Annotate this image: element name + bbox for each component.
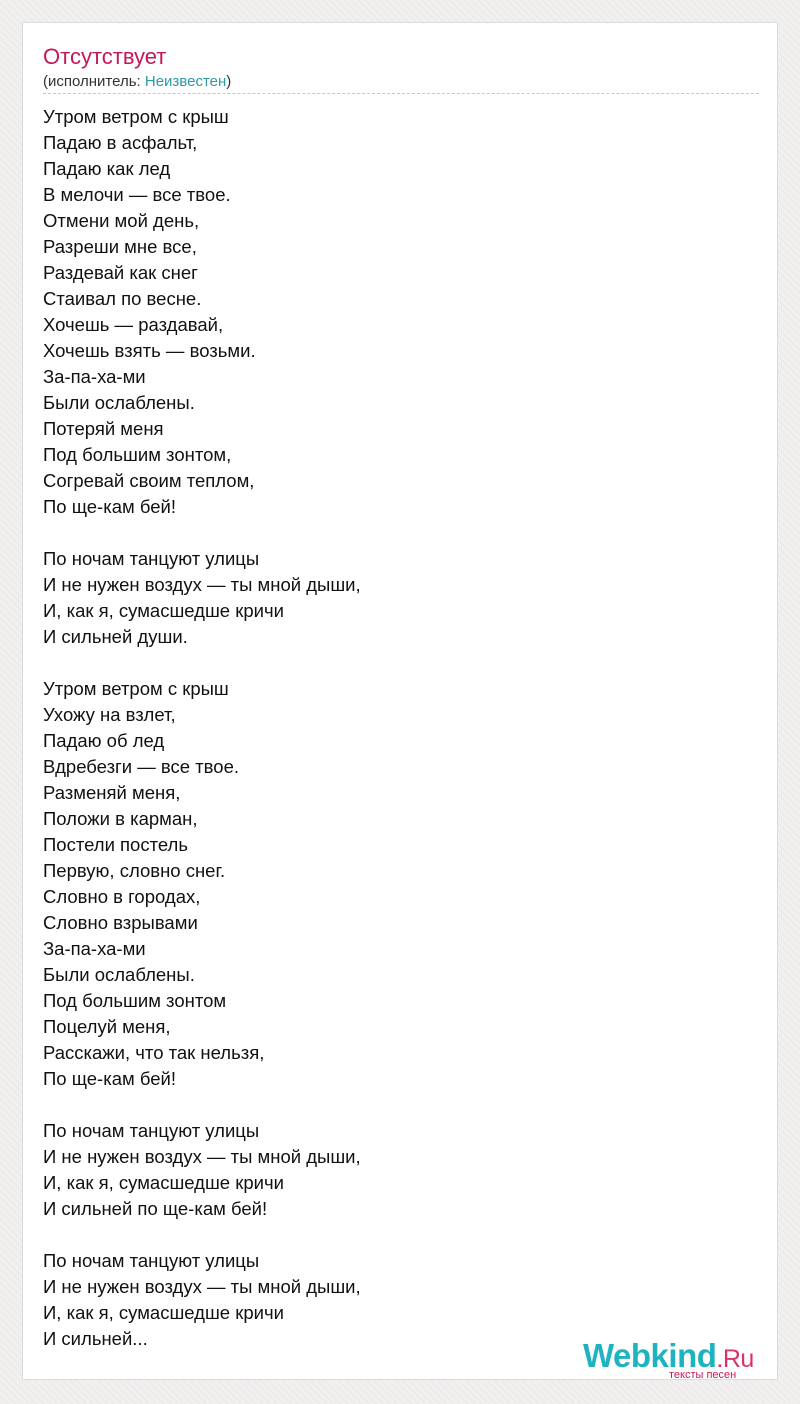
lyrics-line: Под большим зонтом, — [43, 444, 232, 465]
lyrics-line: И сильней души. — [43, 626, 188, 647]
lyrics-verse — [43, 104, 743, 520]
lyrics-line: Под большим зонтом — [43, 990, 227, 1011]
lyrics-line: И, как я, сумасшедше кричи — [43, 1172, 284, 1193]
artist-prefix: (исполнитель: — [43, 73, 145, 90]
lyrics-line: По ще-кам бей! — [43, 496, 176, 517]
lyrics-verse — [43, 546, 743, 650]
lyrics-line: Падаю как лед — [43, 158, 171, 179]
lyrics-line: Разреши мне все, — [43, 236, 197, 257]
lyrics-line: И не нужен воздух — ты мной дыши, — [43, 574, 361, 595]
lyrics-line: Словно в городах, — [43, 886, 201, 907]
lyrics-line: Раздевай как снег — [43, 262, 198, 283]
lyrics-line: За-па-ха-ми — [43, 366, 146, 387]
artist-suffix: ) — [226, 73, 232, 90]
lyrics-line: Вдребезги — все твое. — [43, 756, 240, 777]
lyrics-line: Падаю в асфальт, — [43, 132, 198, 153]
lyrics-line: По ночам танцуют улицы — [43, 1250, 260, 1271]
logo-tagline: тексты песен — [669, 1369, 737, 1381]
lyrics-line: Были ослаблены. — [43, 392, 195, 413]
lyrics-card — [22, 22, 778, 1380]
lyrics-line: Утром ветром с крыш — [43, 106, 229, 127]
lyrics-line: Разменяй меня, — [43, 782, 181, 803]
lyrics-line: Хочешь — раздавай, — [43, 314, 224, 335]
lyrics-line: Первую, словно снег. — [43, 860, 226, 881]
lyrics-line: И не нужен воздух — ты мной дыши, — [43, 1146, 361, 1167]
lyrics-line: И не нужен воздух — ты мной дыши, — [43, 1276, 361, 1297]
logo-tld: .Ru — [716, 1345, 754, 1373]
lyrics-line: Положи в карман, — [43, 808, 198, 829]
title-divider — [43, 93, 759, 94]
lyrics-line: Отмени мой день, — [43, 210, 200, 231]
lyrics-line: Ухожу на взлет, — [43, 704, 176, 725]
lyrics-line: Падаю об лед — [43, 730, 165, 751]
lyrics-line: По ще-кам бей! — [43, 1068, 176, 1089]
lyrics-line: Были ослаблены. — [43, 964, 195, 985]
lyrics-line: И сильней по ще-кам бей! — [43, 1198, 268, 1219]
lyrics-text — [43, 104, 743, 1378]
lyrics-verse — [43, 1118, 743, 1222]
artist-line — [43, 72, 231, 92]
lyrics-line: И сильней... — [43, 1328, 148, 1349]
site-logo[interactable] — [583, 1337, 783, 1385]
lyrics-line: Словно взрывами — [43, 912, 198, 933]
lyrics-line: Хочешь взять — возьми. — [43, 340, 256, 361]
lyrics-line: И, как я, сумасшедше кричи — [43, 600, 284, 621]
logo-main-text: Webkind — [583, 1337, 717, 1374]
lyrics-line: В мелочи — все твое. — [43, 184, 231, 205]
lyrics-line: Постели постель — [43, 834, 188, 855]
lyrics-line: Утром ветром с крыш — [43, 678, 229, 699]
lyrics-line: И, как я, сумасшедше кричи — [43, 1302, 284, 1323]
lyrics-line: По ночам танцуют улицы — [43, 1120, 260, 1141]
lyrics-line: Согревай своим теплом, — [43, 470, 255, 491]
lyrics-line: По ночам танцуют улицы — [43, 548, 260, 569]
lyrics-line: Потеряй меня — [43, 418, 164, 439]
song-title: Отсутствует — [43, 44, 167, 69]
artist-link[interactable]: Неизвестен — [144, 73, 227, 90]
lyrics-line: Стаивал по весне. — [43, 288, 202, 309]
lyrics-verse — [43, 676, 743, 1092]
lyrics-line: Расскажи, что так нельзя, — [43, 1042, 265, 1063]
lyrics-line: За-па-ха-ми — [43, 938, 146, 959]
lyrics-line: Поцелуй меня, — [43, 1016, 171, 1037]
